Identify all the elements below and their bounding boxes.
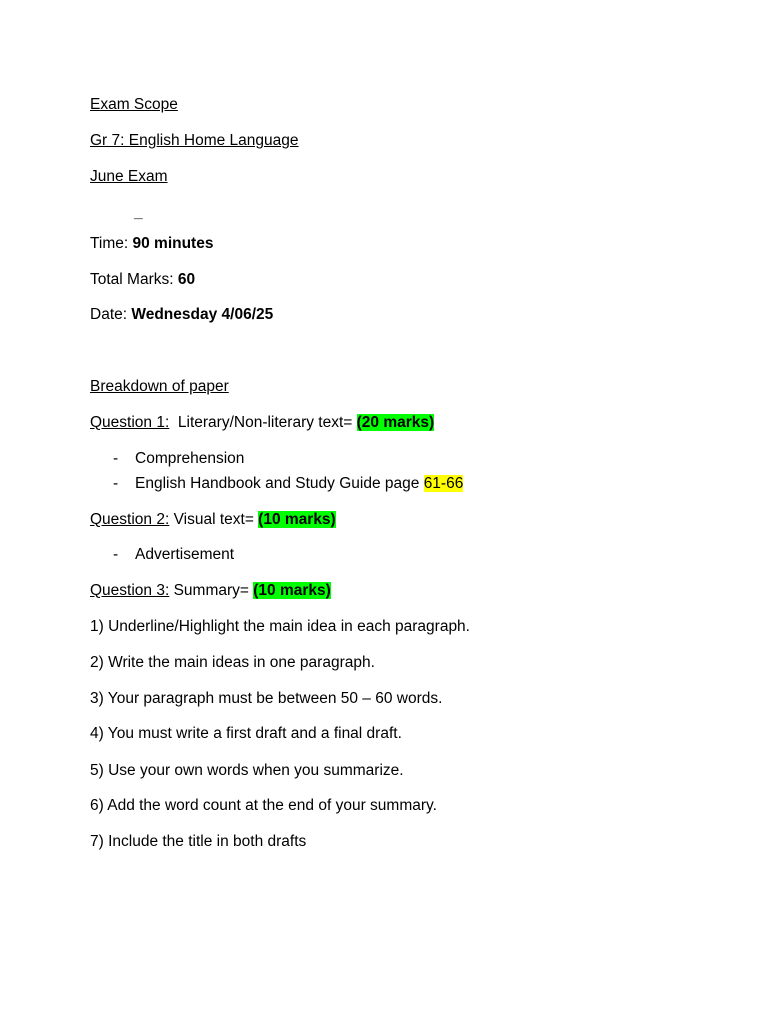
- doc-title: Exam Scope: [90, 96, 178, 113]
- question-1-label: Question 1:: [90, 414, 170, 431]
- question-2: [90, 510, 336, 530]
- doc-exam: June Exam: [90, 168, 168, 185]
- doc-grade: Gr 7: English Home Language: [90, 132, 299, 149]
- question-1-marks: (20 marks): [356, 414, 435, 431]
- question-2-marks: (10 marks): [258, 511, 336, 528]
- question-3-label: Question 3:: [90, 582, 170, 599]
- marks-label: Total Marks:: [90, 271, 178, 288]
- instruction-item: 3) Your paragraph must be between 50 – 60 words.: [90, 690, 443, 707]
- question-3: [90, 581, 331, 601]
- time-line: [90, 234, 213, 254]
- bullet-dash: -: [113, 450, 119, 467]
- instruction-item: 6) Add the word count at the end of your summary.: [90, 797, 437, 814]
- time-value: 90 minutes: [132, 235, 214, 252]
- instruction-item: 7) Include the title in both drafts: [90, 833, 307, 850]
- question-3-marks: (10 marks): [253, 582, 331, 599]
- instruction-item: 1) Underline/Highlight the main idea in each paragraph.: [90, 618, 470, 635]
- question-2-text: Visual text=: [169, 511, 259, 528]
- instruction-item: 5) Use your own words when you summarize.: [90, 762, 404, 779]
- date-label: Date:: [90, 306, 132, 323]
- marks-line: [90, 270, 195, 290]
- marks-value: 60: [177, 271, 196, 288]
- page-range-highlight: 61-66: [423, 475, 464, 492]
- list-item: [113, 545, 234, 565]
- list-item: [113, 449, 244, 469]
- question-2-label: Question 2:: [90, 511, 170, 528]
- question-1: [90, 413, 434, 433]
- date-value: Wednesday 4/06/25: [131, 306, 274, 323]
- question-3-text: Summary=: [169, 582, 254, 599]
- instruction-item: 4) You must write a first draft and a final draft.: [90, 725, 402, 742]
- breakdown-heading: Breakdown of paper: [90, 378, 229, 395]
- date-line: [90, 305, 273, 325]
- spacer-mark: _: [134, 204, 143, 221]
- bullet-dash: -: [113, 546, 119, 563]
- bullet-text: English Handbook and Study Guide page: [135, 475, 424, 492]
- instruction-item: 2) Write the main ideas in one paragraph.: [90, 654, 375, 671]
- list-item: [113, 474, 463, 494]
- question-1-text: Literary/Non-literary text=: [169, 414, 357, 431]
- bullet-text: Comprehension: [135, 450, 245, 467]
- time-label: Time:: [90, 235, 133, 252]
- bullet-text: Advertisement: [135, 546, 235, 563]
- bullet-dash: -: [113, 475, 119, 492]
